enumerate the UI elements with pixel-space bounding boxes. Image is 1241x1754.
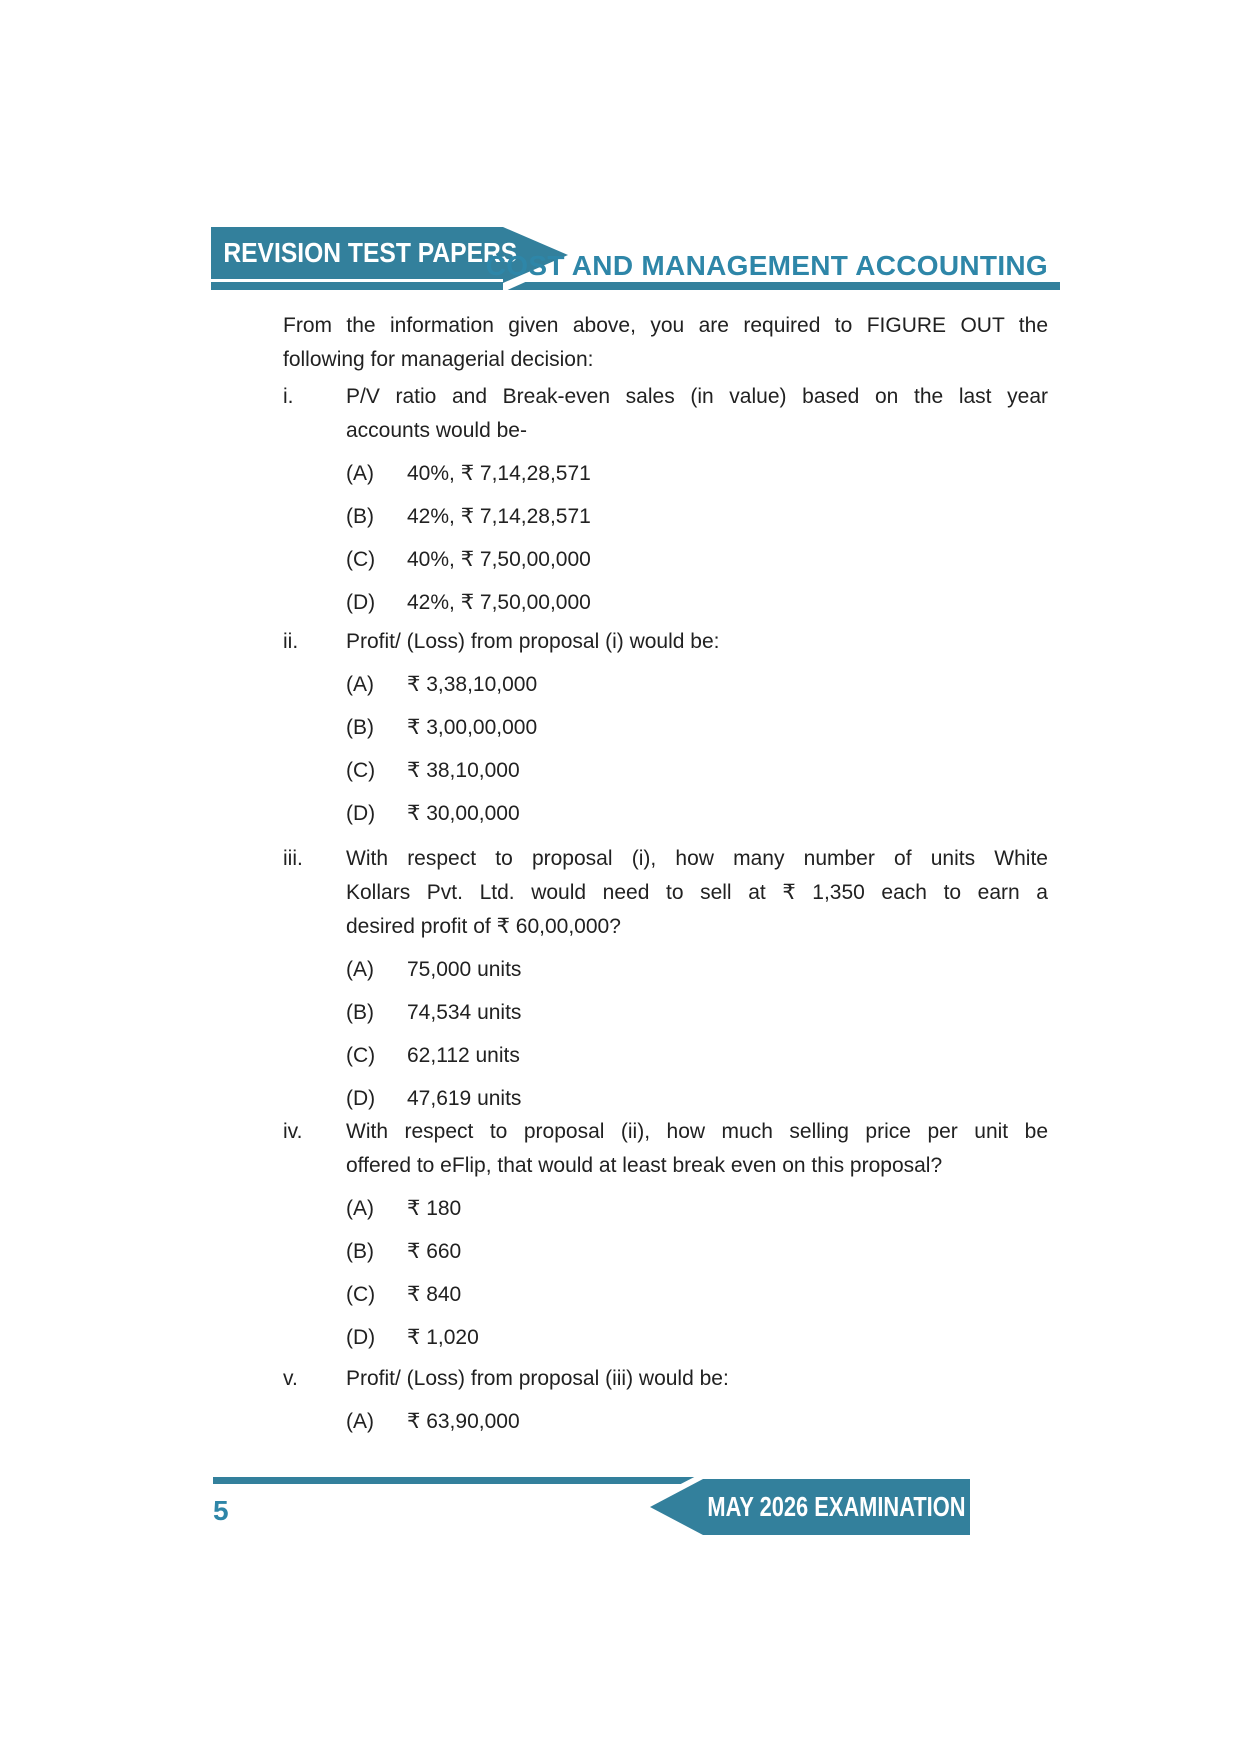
- option-letter: (B): [346, 716, 374, 739]
- option-list: [346, 1405, 1048, 1439]
- option-row: [346, 457, 1048, 491]
- footer-banner: [703, 1479, 970, 1535]
- footer-divider: [213, 1477, 703, 1484]
- question-text-line: P/V ratio and Break-even sales (in value) based on the last year: [346, 385, 1048, 408]
- option-value: 42%, ₹ 7,14,28,571: [407, 505, 591, 528]
- option-row: [346, 797, 1048, 831]
- option-row: [346, 711, 1048, 745]
- option-value: 47,619 units: [407, 1087, 522, 1110]
- option-list: [346, 668, 1048, 831]
- option-letter: (D): [346, 591, 376, 614]
- option-row: [346, 668, 1048, 702]
- option-row: [346, 1235, 1048, 1269]
- option-row: [346, 1405, 1048, 1439]
- option-list: [346, 953, 1048, 1116]
- option-value: 42%, ₹ 7,50,00,000: [407, 591, 591, 614]
- option-row: [346, 754, 1048, 788]
- option-list: [346, 457, 1048, 620]
- option-letter: (C): [346, 1283, 376, 1306]
- question-number: v.: [283, 1367, 298, 1390]
- question-text-line: desired profit of ₹ 60,00,000?: [346, 915, 621, 938]
- question-text-line: Profit/ (Loss) from proposal (i) would be:: [346, 630, 720, 653]
- option-letter: (B): [346, 505, 374, 528]
- question-item: [283, 1115, 1048, 1355]
- option-value: 40%, ₹ 7,50,00,000: [407, 548, 591, 571]
- header-banner-label: REVISION TEST PAPERS: [223, 237, 518, 268]
- page-number: 5: [213, 1495, 229, 1526]
- subject-title: COST AND MANAGEMENT ACCOUNTING: [485, 250, 1048, 281]
- question-stem: [346, 842, 1048, 944]
- question-stem: [346, 1362, 1048, 1396]
- question-number: iii.: [283, 847, 303, 870]
- option-row: [346, 1321, 1048, 1355]
- question-number: iv.: [283, 1120, 303, 1143]
- question-text-line: Profit/ (Loss) from proposal (iii) would be:: [346, 1367, 729, 1390]
- option-list: [346, 1192, 1048, 1355]
- option-letter: (D): [346, 1326, 376, 1349]
- question-text-line: With respect to proposal (i), how many number of units White: [346, 847, 1048, 870]
- option-value: ₹ 30,00,000: [407, 802, 520, 825]
- option-value: ₹ 660: [407, 1240, 462, 1263]
- question-text-line: With respect to proposal (ii), how much selling price per unit be: [346, 1120, 1048, 1143]
- option-row: [346, 1192, 1048, 1226]
- question-number: ii.: [283, 630, 299, 653]
- option-letter: (C): [346, 1044, 376, 1067]
- option-letter: (A): [346, 1197, 374, 1220]
- footer-banner-label: MAY 2026 EXAMINATION: [707, 1491, 966, 1522]
- option-letter: (A): [346, 462, 374, 485]
- option-row: [346, 1039, 1048, 1073]
- question-stem: [346, 380, 1048, 448]
- option-value: 74,534 units: [407, 1001, 522, 1024]
- option-letter: (A): [346, 1410, 374, 1433]
- option-value: ₹ 38,10,000: [407, 759, 520, 782]
- option-value: ₹ 63,90,000: [407, 1410, 520, 1433]
- option-letter: (D): [346, 1087, 376, 1110]
- question-stem: [346, 1115, 1048, 1183]
- option-letter: (A): [346, 673, 374, 696]
- option-letter: (A): [346, 958, 374, 981]
- intro-line: following for managerial decision:: [283, 348, 594, 371]
- footer-arrow-icon: [650, 1479, 703, 1535]
- option-value: ₹ 3,00,00,000: [407, 716, 538, 739]
- question-text-line: accounts would be-: [346, 419, 527, 442]
- option-value: 75,000 units: [407, 958, 522, 981]
- option-value: ₹ 180: [407, 1197, 462, 1220]
- option-row: [346, 586, 1048, 620]
- question-number: i.: [283, 385, 294, 408]
- option-letter: (B): [346, 1001, 374, 1024]
- question-text-line: offered to eFlip, that would at least break even on this proposal?: [346, 1154, 943, 1177]
- option-value: 40%, ₹ 7,14,28,571: [407, 462, 591, 485]
- option-row: [346, 500, 1048, 534]
- question-text-line: Kollars Pvt. Ltd. would need to sell at ₹ 1,350 each to earn a: [346, 881, 1048, 904]
- option-value: ₹ 840: [407, 1283, 462, 1306]
- option-row: [346, 1278, 1048, 1312]
- option-row: [346, 1082, 1048, 1116]
- option-letter: (C): [346, 759, 376, 782]
- header-banner: [211, 227, 518, 279]
- option-value: ₹ 1,020: [407, 1326, 479, 1349]
- question-item: [283, 1362, 1048, 1439]
- option-row: [346, 996, 1048, 1030]
- intro-line: From the information given above, you are required to FIGURE OUT the: [283, 314, 1048, 337]
- option-row: [346, 543, 1048, 577]
- header-divider: [211, 282, 1060, 290]
- option-value: 62,112 units: [407, 1044, 520, 1067]
- option-row: [346, 953, 1048, 987]
- option-letter: (B): [346, 1240, 374, 1263]
- option-letter: (C): [346, 548, 376, 571]
- intro-paragraph: [283, 309, 1048, 377]
- question-stem: [346, 625, 1048, 659]
- option-letter: (D): [346, 802, 376, 825]
- question-item: [283, 380, 1048, 620]
- question-item: [283, 842, 1048, 1116]
- option-value: ₹ 3,38,10,000: [407, 673, 538, 696]
- question-item: [283, 625, 1048, 831]
